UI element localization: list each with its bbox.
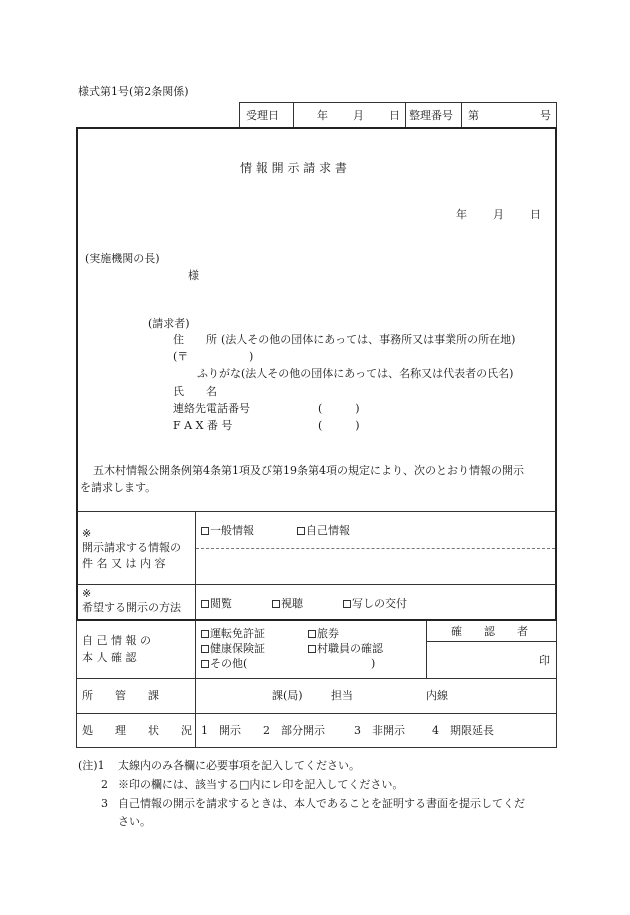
info-label-line-1: 開示請求する情報の: [82, 541, 181, 554]
copy-checkbox[interactable]: [343, 600, 351, 608]
confirmer-label: 確 認 者: [451, 625, 528, 638]
phone-parens: ( ): [318, 402, 360, 415]
info-label-line-2-wrap: [82, 558, 190, 569]
furigana-note: ふりがな(法人その他の団体にあっては、名称又は代表者の氏名): [197, 367, 514, 380]
staff-checkbox[interactable]: [308, 645, 316, 653]
statement-line-2: を請求します。: [80, 481, 157, 494]
department-ka: 課(局): [272, 689, 303, 702]
id-option-insurance[interactable]: [201, 643, 265, 654]
method-mark: ※: [82, 587, 92, 600]
note-2-num: 2: [101, 778, 108, 791]
view-label: 閲覧: [210, 597, 232, 610]
addressee-label: (実施機関の長): [85, 252, 160, 265]
received-date-label: 受理日: [246, 109, 279, 122]
id-option-staff[interactable]: [308, 643, 383, 654]
identity-label-line-2-wrap: [82, 652, 186, 663]
watch-checkbox[interactable]: [272, 600, 280, 608]
license-checkbox[interactable]: [201, 630, 209, 638]
requester-label: (請求者): [148, 317, 190, 330]
info-option-self[interactable]: [297, 525, 350, 536]
note-3-num: 3: [101, 797, 108, 810]
request-year: 年: [456, 208, 467, 221]
note-prefix: (注)1: [78, 759, 105, 772]
postal-close: ): [249, 350, 254, 363]
other-label: その他(: [210, 657, 248, 670]
status-extension: 4 期限延長: [432, 724, 494, 737]
name-label: 氏 名: [173, 385, 217, 398]
status-label: 処 理 状 況: [82, 724, 192, 737]
received-year: 年: [317, 109, 328, 122]
method-label: 希望する開示の方法: [82, 601, 181, 614]
note-2: ※印の欄には、該当する□内にレ印を記入してください。: [118, 778, 404, 791]
id-option-other[interactable]: [201, 658, 247, 669]
note-1: 太線内のみ各欄に必要事項を記入してください。: [118, 759, 360, 772]
method-option-watch[interactable]: [272, 598, 303, 609]
view-checkbox[interactable]: [201, 600, 209, 608]
received-day: 日: [389, 109, 400, 122]
method-option-view[interactable]: [201, 598, 232, 609]
insurance-checkbox[interactable]: [201, 645, 209, 653]
status-nondisclose: 3 非開示: [354, 724, 405, 737]
info-option-general[interactable]: [201, 525, 254, 536]
watch-label: 視聴: [281, 597, 303, 610]
note-3-line-2: さい。: [118, 815, 151, 828]
id-option-passport[interactable]: [308, 628, 339, 639]
department-naisen: 内線: [426, 689, 448, 702]
self-info-checkbox[interactable]: [297, 527, 305, 535]
identity-label-line-2: 本 人 確 認: [82, 651, 137, 664]
insurance-label: 健康保険証: [210, 642, 265, 655]
other-checkbox[interactable]: [201, 660, 209, 668]
seal-mark: 印: [539, 654, 550, 667]
passport-label: 旅券: [317, 627, 339, 640]
note-3-line-1: 自己情報の開示を請求するときは、本人であることを証明する書面を提示してくだ: [118, 797, 525, 810]
general-info-checkbox[interactable]: [201, 527, 209, 535]
fax-label: F A X 番 号: [173, 419, 233, 432]
status-partial: 2 部分開示: [263, 724, 325, 737]
reference-dai: 第: [468, 109, 479, 122]
self-info-label: 自己情報: [306, 524, 350, 537]
form-id: 様式第1号(第2条関係): [78, 85, 189, 98]
other-close: ): [371, 657, 376, 670]
document-title: 情 報 開 示 請 求 書: [240, 161, 347, 175]
id-option-license[interactable]: [201, 628, 265, 639]
copy-label: 写しの交付: [352, 597, 407, 610]
address-label: 住 所: [173, 333, 217, 346]
request-month: 月: [493, 208, 504, 221]
info-content-field[interactable]: [198, 552, 552, 580]
received-month: 月: [353, 109, 364, 122]
addressee-sama: 様: [188, 269, 199, 282]
fax-parens: ( ): [318, 419, 360, 432]
method-option-copy[interactable]: [343, 598, 407, 609]
staff-label: 村職員の確認: [317, 642, 383, 655]
identity-label-line-1-wrap: [82, 635, 186, 646]
reference-number-label: 整理番号: [409, 109, 453, 122]
status-disclose: 1 開示: [201, 724, 241, 737]
postal-open: (〒: [173, 350, 189, 363]
general-info-label: 一般情報: [210, 524, 254, 537]
reference-go: 号: [540, 109, 551, 122]
passport-checkbox[interactable]: [308, 630, 316, 638]
identity-label-line-1: 自 己 情 報 の: [82, 634, 151, 647]
info-mark: ※: [82, 527, 92, 540]
license-label: 運転免許証: [210, 627, 265, 640]
phone-label: 連絡先電話番号: [173, 402, 250, 415]
address-note: (法人その他の団体にあっては、事務所又は事業所の所在地): [221, 333, 516, 346]
department-label: 所 管 課: [82, 689, 159, 702]
department-tanto: 担当: [331, 689, 353, 702]
request-day: 日: [530, 208, 541, 221]
statement-line-1: 五木村情報公開条例第4条第1項及び第19条第4項の規定により、次のとおり情報の開示: [93, 464, 524, 477]
info-label-line-2: 件 名 又 は 内 容: [82, 557, 166, 570]
